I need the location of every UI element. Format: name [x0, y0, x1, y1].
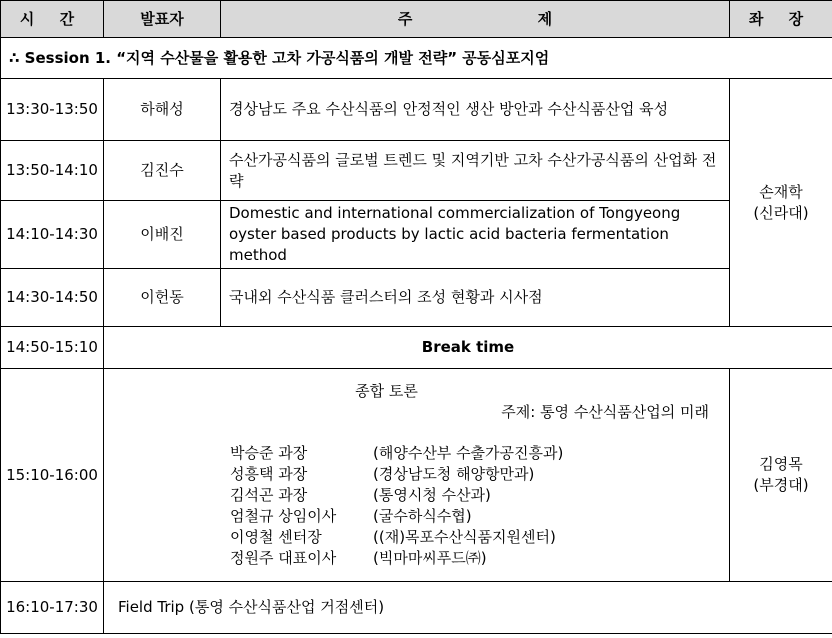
- list-item: [230, 485, 721, 506]
- header-topic: 주 제: [221, 1, 730, 38]
- panelist-name: 성흥택 과장: [230, 465, 308, 483]
- talk-topic: 수산가공식품의 글로벌 트렌드 및 지역기반 고차 수산가공식품의 산업화 전략: [221, 141, 730, 201]
- header-speaker: 발표자: [104, 1, 221, 38]
- break-time: 14:50-15:10: [1, 327, 104, 369]
- talk-topic: 경상남도 주요 수산식품의 안정적인 생산 방안과 수산식품산업 육성: [221, 79, 730, 141]
- field-trip-label: Field Trip (통영 수산식품산업 거점센터): [104, 582, 832, 634]
- talk-time: 13:50-14:10: [1, 141, 104, 201]
- talk-speaker: 김진수: [104, 141, 221, 201]
- chair-name: 손재학: [759, 182, 803, 201]
- chair-cell: [730, 79, 832, 327]
- discussion-chair-affiliation: (부경대): [753, 476, 809, 494]
- talk-time: 14:30-14:50: [1, 269, 104, 327]
- list-item: [230, 464, 721, 485]
- discussion-chair-name: 김영목: [759, 455, 803, 473]
- list-item: [230, 443, 721, 464]
- talk-speaker: 이배진: [104, 201, 221, 269]
- panelist-affiliation: ((재)목포수산식품지원센터): [373, 528, 556, 546]
- list-item: [230, 506, 721, 527]
- panelist-name: 엄철규 상임이사: [230, 507, 337, 525]
- session-title: ∴ Session 1. “지역 수산물을 활용한 고차 가공식품의 개발 전략” 공동심포지엄: [1, 38, 832, 79]
- field-trip-time: 16:10-17:30: [1, 582, 104, 634]
- field-trip-row: [1, 582, 832, 634]
- panelist-affiliation: (해양수산부 수출가공진흥과): [373, 444, 564, 462]
- talk-topic: Domestic and international commercialization of Tongyeong oyster based products by lactic acid bacteria fermentation method: [221, 201, 730, 269]
- session-row: [1, 38, 832, 79]
- discussion-chair-cell: [730, 369, 832, 582]
- panelist-affiliation: (굴수하식수협): [373, 507, 472, 525]
- table-row: [1, 79, 832, 141]
- panelist-name: 박승준 과장: [230, 444, 308, 462]
- table-row: [1, 269, 832, 327]
- discussion-title: 종합 토론: [355, 382, 418, 400]
- header-time: 시 간: [1, 1, 104, 38]
- panelist-list: [230, 443, 721, 569]
- break-row: [1, 327, 832, 369]
- list-item: [230, 548, 721, 569]
- header-chair: 좌 장: [730, 1, 832, 38]
- panelist-affiliation: (경상남도청 해양항만과): [373, 465, 535, 483]
- talk-topic: 국내외 수산식품 클러스터의 조성 현황과 시사점: [221, 269, 730, 327]
- panelist-name: 이영철 센터장: [230, 528, 322, 546]
- panelist-name: 김석곤 과장: [230, 486, 308, 504]
- discussion-cell: [104, 369, 730, 582]
- talk-time: 13:30-13:50: [1, 79, 104, 141]
- talk-time: 14:10-14:30: [1, 201, 104, 269]
- talk-speaker: 이헌동: [104, 269, 221, 327]
- chair-affiliation: (신라대): [753, 203, 809, 222]
- discussion-row: [1, 369, 832, 582]
- discussion-subtitle: 주제: 통영 수산식품산업의 미래: [501, 403, 709, 421]
- header-row: [1, 1, 832, 38]
- table-row: [1, 141, 832, 201]
- panelist-affiliation: (통영시청 수산과): [373, 486, 491, 504]
- table-row: [1, 201, 832, 269]
- list-item: [230, 527, 721, 548]
- panelist-affiliation: (빅마마씨푸드㈜): [373, 549, 487, 567]
- break-label: Break time: [104, 327, 832, 369]
- talk-speaker: 하해성: [104, 79, 221, 141]
- discussion-time: 15:10-16:00: [1, 369, 104, 582]
- panelist-name: 정원주 대표이사: [230, 549, 337, 567]
